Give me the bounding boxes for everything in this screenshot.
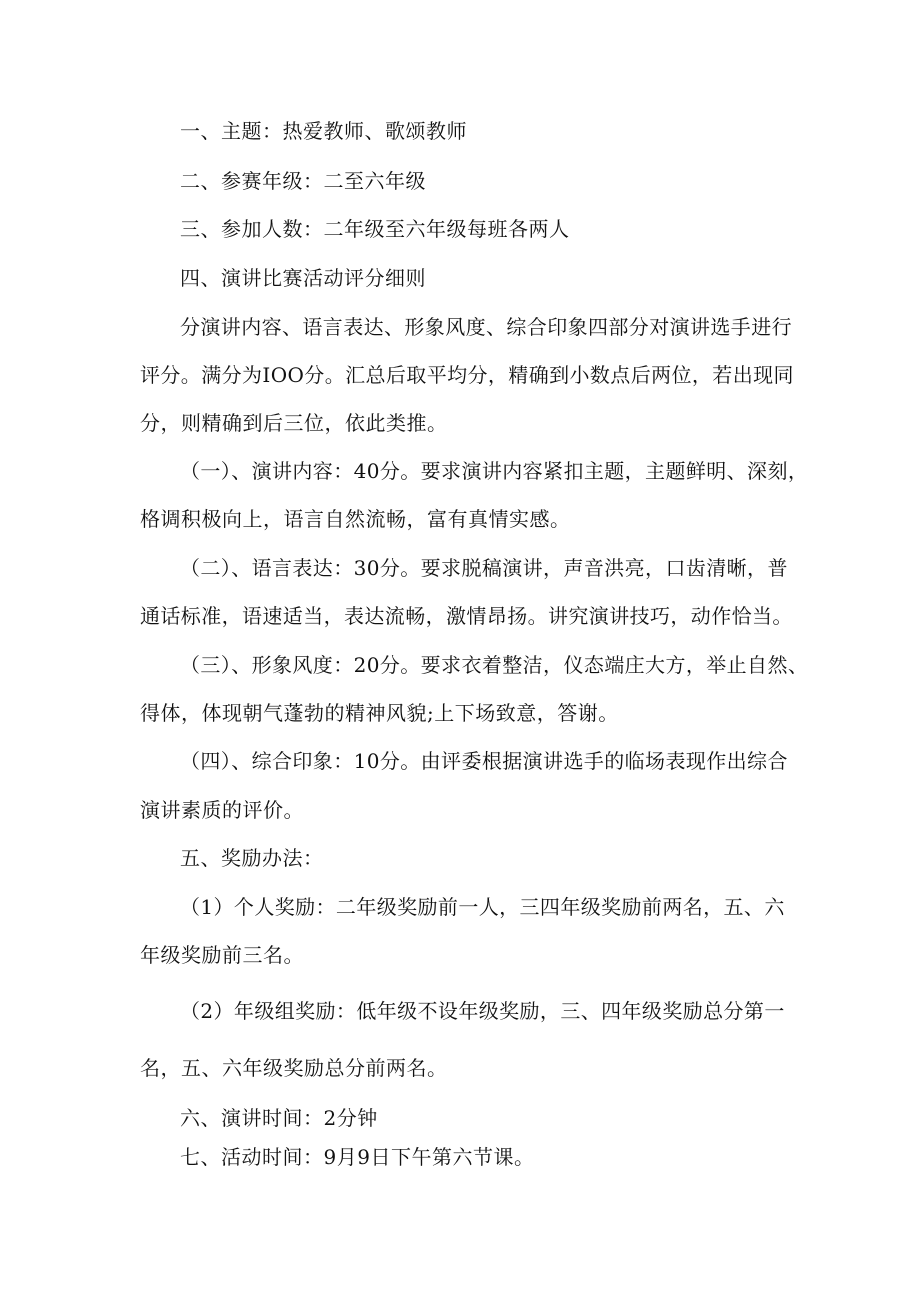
criterion-content-line-2: 格调积极向上，语言自然流畅，富有真情实感。 (140, 507, 571, 531)
criterion-content-line-1: （一）、演讲内容：40分。要求演讲内容紧扣主题，主题鲜明、深刻， (180, 459, 809, 483)
award-grade-group-line-2: 名，五、六年级奖励总分前两名。 (140, 1056, 448, 1080)
section-participants: 三、参加人数：二年级至六年级每班各两人 (180, 217, 570, 241)
award-individual-line-1: （1）个人奖励：二年级奖励前一人，三四年级奖励前两名，五、六 (180, 895, 785, 919)
award-grade-group-line-1: （2）年级组奖励：低年级不设年级奖励，三、四年级奖励总分第一 (180, 999, 785, 1023)
scoring-paragraph-line-3: 分，则精确到后三位，依此类推。 (140, 411, 448, 435)
criterion-language-line-1: （二）、语言表达：30分。要求脱稿演讲，声音洪亮，口齿清晰，普 (180, 556, 788, 580)
criterion-language-line-2: 通话标准，语速适当，表达流畅，激情昂扬。讲究演讲技巧，动作恰当。 (140, 604, 793, 628)
section-grades: 二、参赛年级：二至六年级 (180, 169, 426, 193)
section-scoring-heading: 四、演讲比赛活动评分细则 (180, 266, 426, 290)
section-theme: 一、主题：热爱教师、歌颂教师 (180, 119, 467, 143)
scoring-paragraph-line-1: 分演讲内容、语言表达、形象风度、综合印象四部分对演讲选手进行 (180, 315, 792, 339)
section-awards-heading: 五、奖励办法： (180, 846, 324, 870)
criterion-appearance-line-1: （三）、形象风度：20分。要求衣着整洁，仪态端庄大方，举止自然、 (180, 653, 809, 677)
scoring-paragraph-line-2: 评分。满分为IOO分。汇总后取平均分，精确到小数点后两位，若出现同 (140, 363, 794, 387)
criterion-impression-line-1: （四）、综合印象：10分。由评委根据演讲选手的临场表现作出综合 (180, 749, 788, 773)
award-individual-line-2: 年级奖励前三名。 (140, 943, 304, 967)
criterion-appearance-line-2: 得体，体现朝气蓬勃的精神风貌;上下场致意，答谢。 (140, 701, 619, 725)
section-activity-time: 七、活动时间：9月9日下午第六节课。 (180, 1145, 535, 1169)
criterion-impression-line-2: 演讲素质的评价。 (140, 798, 304, 822)
section-speech-time: 六、演讲时间：2分钟 (180, 1106, 378, 1130)
